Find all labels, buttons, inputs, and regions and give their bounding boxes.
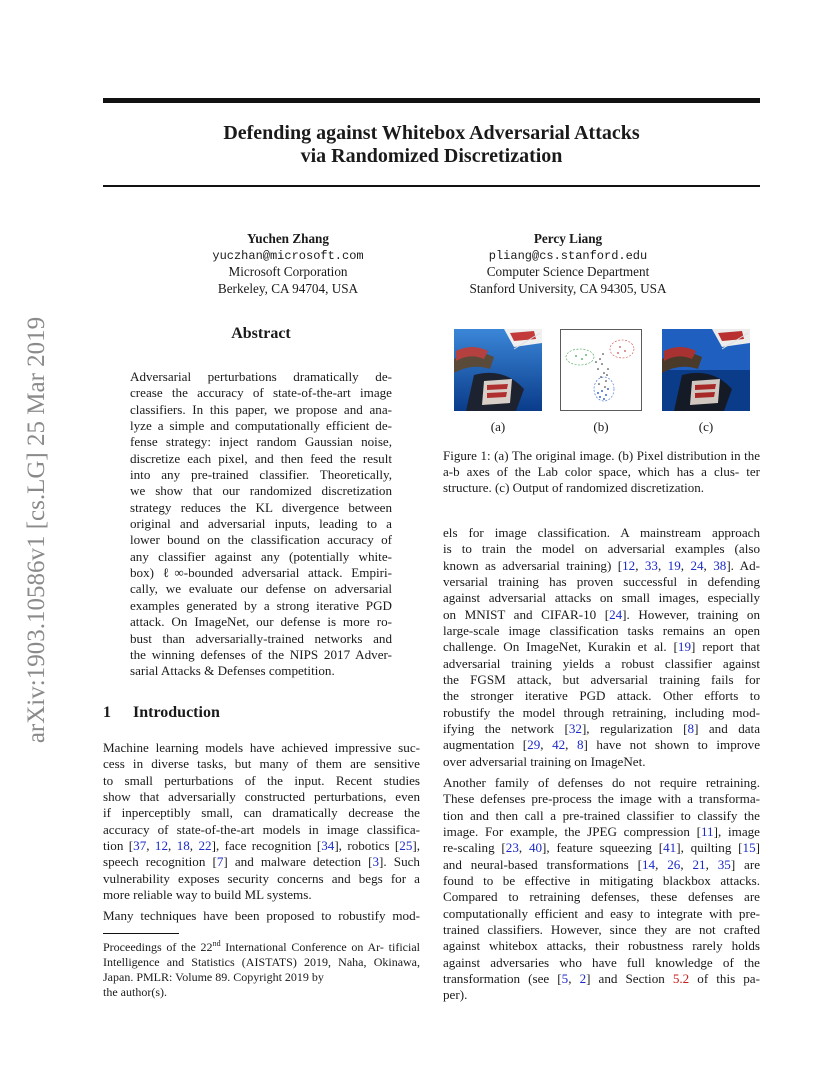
text-line: against adversaries who have full knowledge of the xyxy=(443,954,760,970)
author-address: Stanford University, CA 94305, USA xyxy=(469,280,667,296)
figure-pixel-distribution-plot xyxy=(560,329,642,411)
footnote-line: Proceedings of the 22nd International Conference on Ar- xyxy=(103,939,384,954)
text-line: the winning defenses of the NIPS 2017 Adver- xyxy=(130,646,392,662)
top-rule xyxy=(103,98,760,103)
caption-line: Figure 1: (a) The original image. (b) Pixel distribution xyxy=(443,448,727,463)
text-line: known as adversarial training) [12, 33, 19, 24, 38]. Ad- xyxy=(443,557,760,573)
intro-paragraph-1 xyxy=(103,740,420,903)
text-line: is to train the model on adversarial examples (also xyxy=(443,541,760,557)
figure-label-b: (b) xyxy=(593,419,609,434)
text-line: per). xyxy=(443,987,468,1003)
text-line: augmentation [29, 42, 8] have not shown to improve xyxy=(443,737,761,753)
text-line: trained classifiers. However, since they are not crafted xyxy=(443,922,760,938)
text-line: challenge. On ImageNet, Kurakin et al. [19] report that xyxy=(443,639,760,655)
author-email[interactable]: yuczhan@microsoft.com xyxy=(212,248,364,263)
text-line: re-scaling [23, 40], feature squeezing [41], quilting [15] xyxy=(443,840,761,856)
text-line: against whitebox attacks, their robustness rarely holds xyxy=(443,938,760,954)
text-line: computationally efficient and easy to integrate with pre- xyxy=(443,905,760,921)
author-block-2 xyxy=(443,231,693,297)
author-address: Berkeley, CA 94704, USA xyxy=(217,280,359,296)
author-affiliation: Microsoft Corporation xyxy=(228,264,348,279)
paper-title xyxy=(103,122,760,168)
text-line: strategy reduces the KL divergence between xyxy=(130,499,392,515)
text-line: we show that our randomized discretization xyxy=(130,483,392,499)
text-line: discretize each pixel, and then feed the result xyxy=(130,450,392,466)
text-line: more reliable way to build ML systems. xyxy=(103,887,312,903)
arxiv-stamp: arXiv:1903.10586v1 [cs.LG] 25 Mar 2019 xyxy=(23,316,50,744)
text-line: original and adversarial inputs, leading to a xyxy=(130,516,392,532)
text-line: over adversarial training on ImageNet. xyxy=(443,753,646,769)
text-line: large-scale image classification tasks remains an open xyxy=(443,623,760,639)
author-name: Percy Liang xyxy=(533,231,603,246)
author-affiliation: Computer Science Department xyxy=(486,264,650,279)
text-line: any classifier against any (potentially white- xyxy=(130,548,392,564)
text-line: els for image classification. A mainstream approach xyxy=(443,525,760,540)
text-line: bust than adversarially-trained networks and xyxy=(130,630,392,646)
text-line: on MNIST and CIFAR-10 [24]. However, training on xyxy=(443,606,760,622)
abstract-heading: Abstract xyxy=(231,325,291,342)
text-line: the stronger iterative PGD attack. Other efforts to xyxy=(443,688,760,704)
intro-paragraph-2 xyxy=(103,908,420,924)
text-line: cess in diverse tasks, but many of them are sensitive xyxy=(103,756,420,772)
text-line: crease the accuracy of state-of-the-art image xyxy=(130,385,392,401)
title-line-1: Defending against Whitebox Adversarial Attacks xyxy=(223,122,640,144)
footnote-line: Okinawa, Japan. PMLR: Volume 89. Copyright 2019 by xyxy=(103,955,421,984)
text-line: and neural-based transformations [14, 26, 21, 35] are xyxy=(443,856,761,872)
text-line: fense strategy: inject random Gaussian noise, xyxy=(130,434,392,450)
text-line: Compared to retraining defenses, these defenses are xyxy=(443,889,760,905)
text-line: robustify the model through retraining, including mod- xyxy=(443,704,760,720)
figure-label-a: (a) xyxy=(490,419,506,434)
text-line: cally, we evaluate our defense on adversarial xyxy=(130,581,392,597)
abstract-body xyxy=(130,369,392,680)
text-line: speech recognition [7] and malware detection [3]. Such xyxy=(103,854,420,870)
text-line: Machine learning models have achieved impressive suc- xyxy=(103,740,420,755)
figure-label-c: (c) xyxy=(698,419,714,434)
figure-caption xyxy=(443,448,760,497)
section-number: 1 xyxy=(103,704,111,721)
footnote-line: the author(s). xyxy=(103,985,167,999)
text-line: ifying the network [32], regularization [8] and data xyxy=(443,721,761,737)
text-line: to small perturbations of the input. Recent studies xyxy=(103,772,420,788)
text-line: Many techniques have been proposed to robustify mod- xyxy=(103,908,420,923)
text-line: lower bound on the classification accuracy of xyxy=(130,532,392,548)
text-line: versarial training has proven successful in defending xyxy=(443,574,760,590)
text-line: show that adversarially constructed perturbations, even xyxy=(103,789,420,805)
author-name: Yuchen Zhang xyxy=(247,231,329,246)
text-line: image. For example, the JPEG compression [11], image xyxy=(443,824,760,840)
text-line: examples generated by a strong iterative PGD xyxy=(130,597,392,613)
text-line: vulnerability exposes security concerns and begs for a xyxy=(103,870,420,886)
caption-line: ter structure. (c) Output of randomized discretization. xyxy=(443,464,760,496)
figure-image-original xyxy=(454,329,542,411)
section-title: Introduction xyxy=(133,704,220,721)
right-paragraph-1 xyxy=(443,525,760,770)
footnote-rule xyxy=(103,933,179,934)
title-line-2: via Randomized Discretization xyxy=(300,145,563,167)
text-line: classifiers. In this paper, we propose and ana- xyxy=(130,401,392,417)
title-rule xyxy=(103,185,760,187)
text-line: tion and then call a pre-trained classifier to classify the xyxy=(443,807,760,823)
text-line: against adversarial attacks on small images, especially xyxy=(443,590,760,606)
text-line: tion [37, 12, 18, 22], face recognition [34], robotics [25], xyxy=(103,838,421,854)
text-line: found to be effective in mitigating blackbox attacks. xyxy=(443,873,760,889)
text-line: transformation (see [5, 2] and Section 5.2 of this pa- xyxy=(443,971,760,987)
text-line: Adversarial perturbations dramatically de- xyxy=(130,369,392,384)
author-block-1 xyxy=(188,231,388,297)
text-line: Another family of defenses do not require retraining. xyxy=(443,775,760,790)
text-line: into any pre-trained classifier. Theoretically, xyxy=(130,467,392,483)
text-line: These defenses pre-process the image with a transforma- xyxy=(443,791,760,807)
author-email[interactable]: pliang@cs.stanford.edu xyxy=(488,248,648,263)
text-line: box) ℓ∞-bounded adversarial attack. Empiri- xyxy=(130,565,392,581)
text-line: lyze a simple and computationally efficient de- xyxy=(130,418,392,434)
footnote-line: tificial Intelligence and Statistics (AISTATS) 2019, Naha, xyxy=(103,940,420,969)
text-line: adversarial training yields a robust classifier against xyxy=(443,655,760,671)
footnote xyxy=(103,940,420,1000)
text-line: the FGSM attack, but adversarial training fails for xyxy=(443,672,760,688)
text-line: accuracy of state-of-the-art models in image classifica- xyxy=(103,821,420,837)
text-line: attack. On ImageNet, our defense is more ro- xyxy=(130,614,392,630)
text-line: sarial Attacks & Defenses competition. xyxy=(130,663,335,679)
section-heading-introduction xyxy=(103,704,220,722)
caption-line: in the a-b axes of the Lab color space, which has a clus- xyxy=(443,448,761,480)
right-paragraph-2 xyxy=(443,775,760,1004)
text-line: if inperceptibly small, can dramatically decrease the xyxy=(103,805,420,821)
figure-image-discretized xyxy=(662,329,750,411)
